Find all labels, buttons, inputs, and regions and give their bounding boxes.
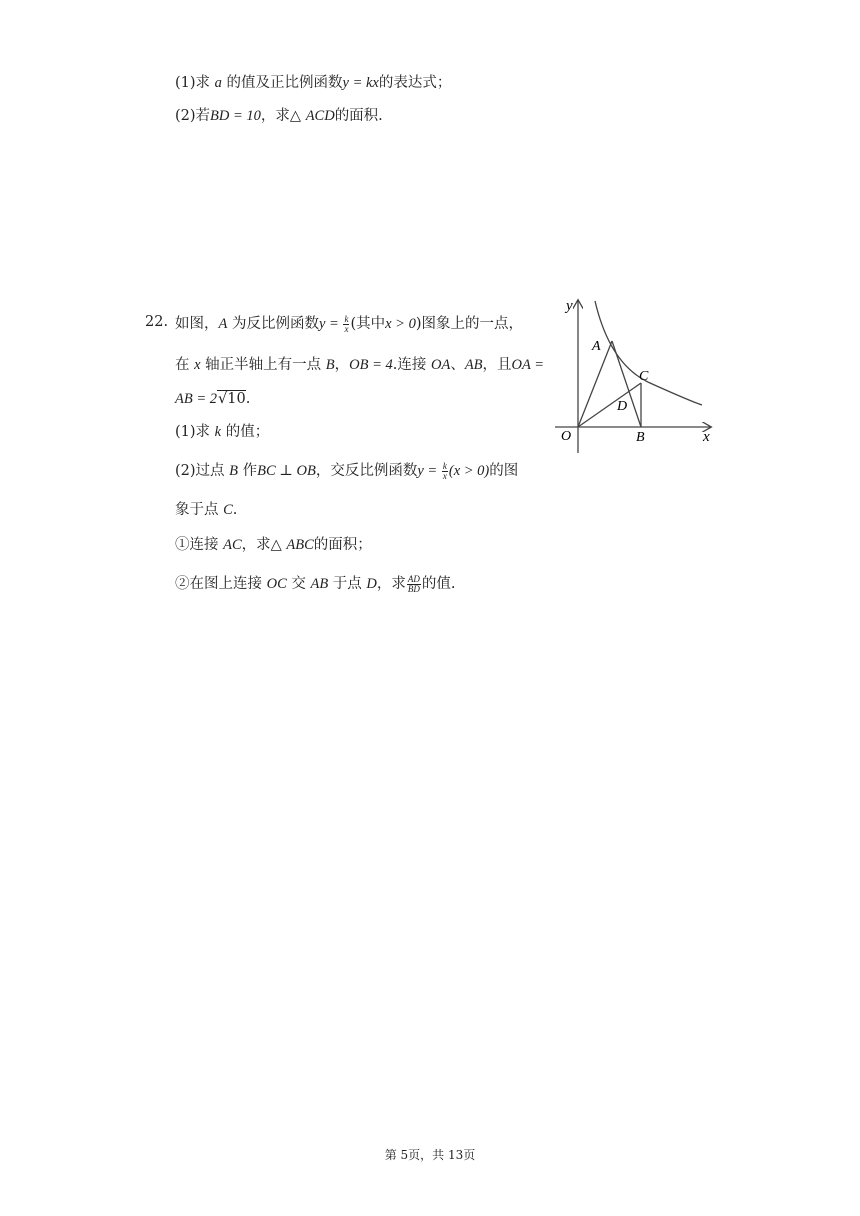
q22-sub2-line2: 象于点 C. — [175, 502, 238, 518]
q22-stem-line2: 在 x 轴正半轴上有一点 B，OB = 4.连接 OA、AB，且OA = — [175, 357, 545, 373]
sqrt-ten: √10 — [218, 391, 246, 407]
label-c: C — [639, 369, 649, 384]
geometry-figure — [550, 295, 720, 455]
q22-stem-line1: 如图，A 为反比例函数y = $\frac{k}{x}$ (其中x > 0)图象上的一点， — [175, 313, 524, 334]
label-x: x — [703, 429, 710, 445]
q22-stem-line3: AB = 2√10. — [175, 391, 251, 407]
label-y: y — [566, 298, 573, 314]
fraction-k-over-x-2: $\frac{k}{x}$ — [442, 460, 447, 481]
q21-part1: (1)求 a 的值及正比例函数y = kx的表达式； — [175, 75, 452, 91]
fraction-k-over-x: $\frac{k}{x}$ — [344, 313, 349, 334]
label-b: B — [636, 430, 645, 445]
q22-circle1: ①连接 AC，求△ ABC的面积； — [175, 537, 372, 553]
label-d: D — [617, 399, 628, 414]
label-a: A — [592, 339, 601, 354]
q22-sub2-line1: (2)过点 B 作BC ⊥ OB，交反比例函数y = $\frac{k}{x}$ (x > 0)的图 — [175, 460, 519, 481]
page-footer: 第 5页，共 13页 — [384, 1148, 476, 1162]
fraction-ad-over-bd: $\frac{AD}{BD}$ — [407, 573, 420, 594]
label-o: O — [561, 429, 572, 444]
q22-sub1: (1)求 k 的值； — [175, 424, 270, 440]
q22-circle2: ②在图上连接 OC 交 AB 于点 D，求 $\frac{AD}{BD}$ 的值. — [175, 573, 456, 594]
q21-part2: (2)若BD = 10，求△ ACD的面积. — [175, 108, 383, 124]
question-number: 22. — [145, 314, 169, 330]
hyperbola-curve — [595, 301, 702, 405]
segment-ab — [612, 341, 641, 427]
segment-oc — [578, 383, 641, 427]
